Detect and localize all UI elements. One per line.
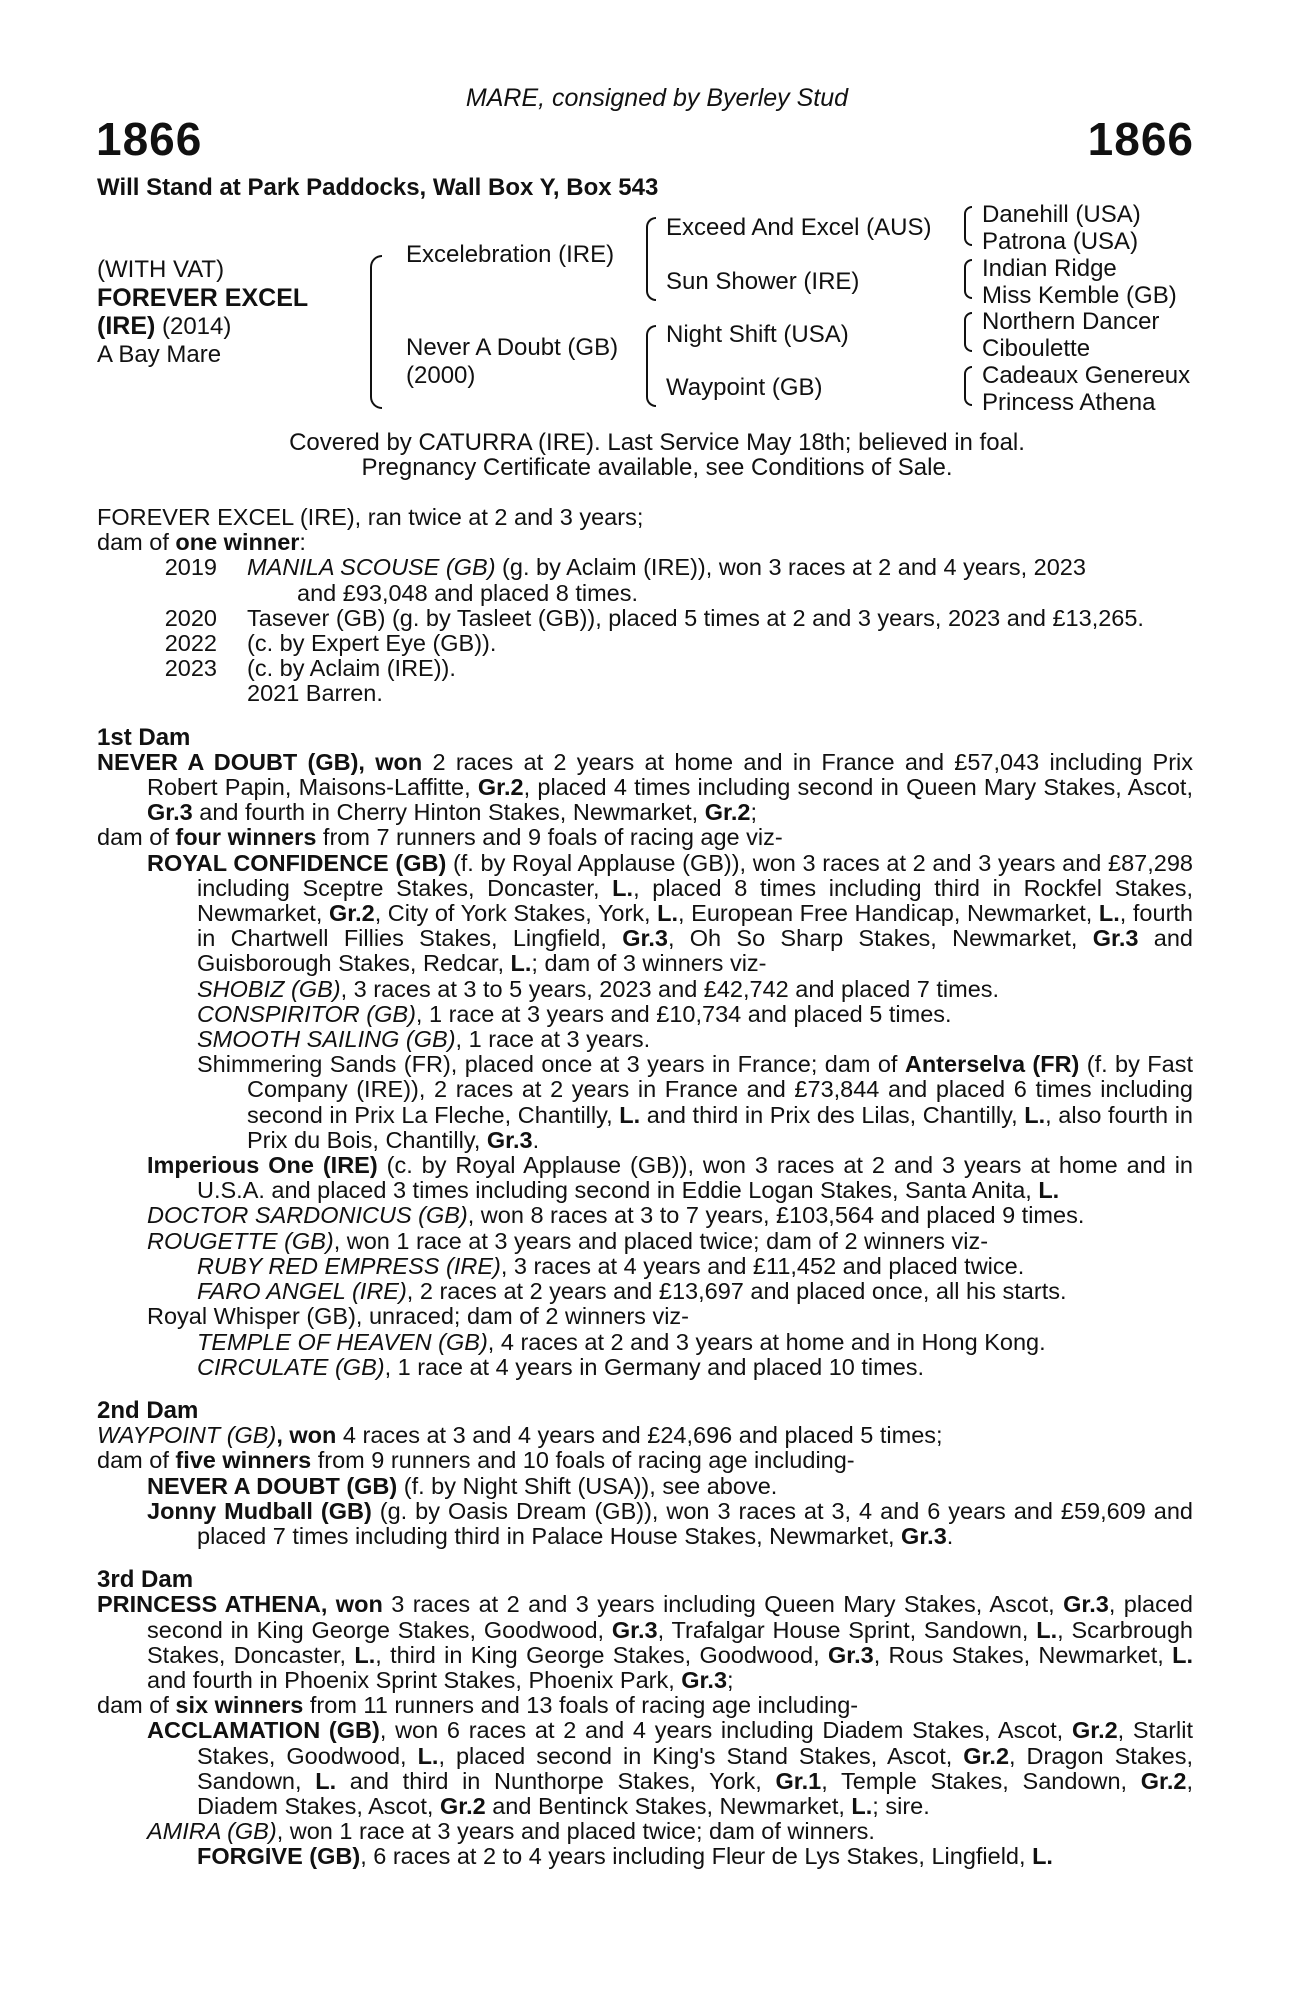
text: , placed second in King George Stakes, Goodwood, <box>147 1591 1194 1643</box>
first-dam-dam-of <box>97 825 1193 850</box>
text: , 1 race at 4 years in Germany and placed 10 times. <box>384 1353 925 1380</box>
third-dam-dam-of <box>97 1693 1193 1718</box>
listed: L. <box>1032 1843 1053 1870</box>
pedigree-brace-3d <box>964 366 972 406</box>
gg-5: Northern Dancer <box>982 308 1160 335</box>
text: and Guisborough Stakes, Redcar, <box>197 925 1193 977</box>
gg-7: Cadeaux Genereux <box>982 362 1191 389</box>
dam-name: PRINCESS ATHENA <box>97 1591 321 1618</box>
offspring-name: ACCLAMATION (GB) <box>147 1717 380 1744</box>
text: and fourth in Phoenix Sprint Stakes, Phoenix Park, <box>147 1666 682 1693</box>
offspring-name: FORGIVE (GB) <box>197 1843 361 1870</box>
offspring-name: SHOBIZ (GB) <box>197 975 341 1002</box>
produce-row <box>147 681 1193 706</box>
covered-line-2: Pregnancy Certificate available, see Conditions of Sale. <box>361 454 953 481</box>
offspring-name: DOCTOR SARDONICUS (GB) <box>147 1202 468 1229</box>
produce-text: 2021 Barren. <box>247 680 383 707</box>
text: , 3 races at 3 to 5 years, 2023 and £42,742 and placed 7 times. <box>340 975 1000 1002</box>
pedigree-brace-1 <box>370 255 382 409</box>
listed: L. <box>417 1742 439 1769</box>
dam-dam: Waypoint (GB) <box>666 374 823 401</box>
text: from 11 runners and 13 foals of racing age including- <box>303 1692 859 1719</box>
third-dam-heading: 3rd Dam <box>97 1566 194 1594</box>
text: from 7 runners and 9 foals of racing age viz- <box>316 824 783 851</box>
offspring-name: AMIRA (GB) <box>147 1818 277 1845</box>
produce-year: 2019 <box>164 554 217 581</box>
text: , City of York Stakes, York, <box>374 900 658 927</box>
produce-list <box>147 555 1193 706</box>
royal-confidence-entry <box>97 851 1193 977</box>
produce-row <box>147 656 1193 681</box>
offspring-name: Anterselva (FR) <box>904 1051 1080 1078</box>
listed: L. <box>354 1641 376 1668</box>
grade: Gr.3 <box>681 1666 728 1693</box>
offspring-name: CONSPIRITOR (GB) <box>197 1000 416 1027</box>
produce-row <box>147 631 1193 656</box>
produce-text: Tasever (GB) (g. by Tasleet (GB)), placed 5 times at 2 and 3 years, 2023 and £13,265. <box>247 604 1144 631</box>
pedigree-brace-3b <box>964 259 972 299</box>
text: , placed 8 times including third in Rockfel Stakes, Newmarket, <box>197 874 1193 927</box>
circulate-entry <box>97 1355 1193 1380</box>
consignor-line: MARE, consigned by Byerley Stud <box>465 84 849 112</box>
gg-2: Patrona (USA) <box>982 228 1139 255</box>
text: dam of <box>97 1692 176 1719</box>
offspring-name: FARO ANGEL (IRE) <box>197 1278 407 1305</box>
grade: Gr.3 <box>827 1641 874 1668</box>
text: , 4 races at 2 and 3 years at home and in Hong Kong. <box>487 1328 1046 1355</box>
grade: Gr.3 <box>1063 1591 1109 1618</box>
produce-text: (c. by Aclaim (IRE)). <box>247 655 456 682</box>
text: , third in King George Stakes, Goodwood, <box>375 1641 828 1668</box>
horse-identity <box>97 256 308 369</box>
sire-sire: Exceed And Excel (AUS) <box>666 214 932 241</box>
forgive-entry <box>97 1844 1193 1869</box>
text: ; dam of 3 winners viz- <box>531 950 767 977</box>
grade: Gr.3 <box>147 799 193 826</box>
produce-continuation: and £93,048 and placed 8 times. <box>297 579 639 606</box>
lot-number-left: 1866 <box>96 113 203 165</box>
text: , Rous Stakes, Newmarket, <box>873 1641 1173 1668</box>
horse-country-year <box>97 312 308 341</box>
produce-year: 2023 <box>164 655 217 682</box>
gg-8: Princess Athena <box>982 389 1156 416</box>
text: . <box>532 1126 540 1153</box>
lot-number-right: 1866 <box>1087 113 1194 165</box>
dam-name: Never A Doubt (GB) <box>406 334 619 361</box>
text: (f. by Fast Company (IRE)), 2 races at 2 years in France and £73,844 and placed 6 times including second in Prix La Fleche, Chantilly, <box>247 1051 1193 1128</box>
gg-4: Miss Kemble (GB) <box>982 282 1177 309</box>
text: , 6 races at 2 to 4 years including Fleur de Lys Stakes, Lingfield, <box>360 1843 1033 1870</box>
grade: Gr.2 <box>1071 1717 1118 1744</box>
produce-row <box>147 606 1193 631</box>
text: , Dragon Stakes, Sandown, <box>197 1742 1193 1794</box>
grade: Gr.2 <box>704 799 751 826</box>
winners-count: six winners <box>175 1692 304 1719</box>
text: ; <box>750 799 757 826</box>
temple-of-heaven-entry <box>97 1330 1193 1355</box>
grade: Gr.2 <box>328 900 375 927</box>
offspring-name: ROUGETTE (GB) <box>147 1227 334 1254</box>
text: and third in Nunthorpe Stakes, York, <box>336 1767 776 1794</box>
grade: Gr.3 <box>901 1522 947 1549</box>
offspring-name: Jonny Mudball (GB) <box>147 1497 372 1524</box>
text: (c. by Royal Applause (GB)), won 3 races at 2 and 3 years at home and in U.S.A. and placed 3 times including second in Eddie Logan Stakes, Santa Anita, <box>197 1152 1194 1204</box>
text: and third in Prix des Lilas, Chantilly, <box>640 1101 1025 1128</box>
covered-line-1: Covered by CATURRA (IRE). Last Service May 18th; believed in foal. <box>289 429 1025 456</box>
text: , Oh So Sharp Stakes, Newmarket, <box>667 925 1093 952</box>
listed: L. <box>1024 1101 1046 1128</box>
grade: Gr.3 <box>622 925 668 952</box>
text: ; <box>727 1666 734 1693</box>
listed: L. <box>1038 1177 1060 1204</box>
smooth-sailing-entry <box>97 1027 1193 1052</box>
text: , won 1 race at 3 years and placed twice; dam of 2 winners viz- <box>333 1227 989 1254</box>
text: , placed 4 times including second in Queen Mary Stakes, Ascot, <box>523 774 1193 801</box>
dam-year: (2000) <box>406 362 476 389</box>
gg-1: Danehill (USA) <box>982 201 1141 228</box>
acclamation-entry <box>97 1718 1193 1819</box>
sire-name: Excelebration (IRE) <box>406 241 615 268</box>
amira-entry <box>97 1819 1193 1844</box>
produce-year: 2022 <box>164 630 217 657</box>
second-dam-dam-of <box>97 1448 1193 1473</box>
second-dam-record <box>97 1423 1193 1448</box>
shimmering-sands-entry <box>97 1052 1193 1153</box>
pedigree-brace-3c <box>964 312 972 352</box>
listed: L. <box>1172 1641 1193 1668</box>
grade: Gr.2 <box>439 1792 486 1819</box>
grade: Gr.3 <box>1092 925 1139 952</box>
text: from 9 runners and 10 foals of racing age including- <box>311 1447 855 1474</box>
text: , Scarbrough Stakes, Doncaster, <box>147 1616 1193 1668</box>
text: 4 races at 3 and 4 years and £24,696 and placed 5 times; <box>336 1422 943 1449</box>
first-dam-record <box>97 750 1193 826</box>
produce-text: (c. by Expert Eye (GB)). <box>247 630 497 657</box>
record-intro: FOREVER EXCEL (IRE), ran twice at 2 and 3 years; <box>97 504 644 530</box>
grade: Gr.2 <box>963 1742 1010 1769</box>
text: dam of <box>97 824 176 851</box>
record-dam-of <box>97 530 1193 555</box>
horse-description: A Bay Mare <box>97 341 222 368</box>
text: , placed second in King's Stand Stakes, Ascot, <box>438 1742 964 1769</box>
dam-of-text: dam of <box>97 529 176 556</box>
dam-name-won: NEVER A DOUBT (GB), won <box>97 748 423 775</box>
produce-text: (g. by Aclaim (IRE)), won 3 races at 2 and 4 years, 2023 <box>495 554 1086 581</box>
rougette-entry <box>97 1229 1193 1254</box>
listed: L. <box>612 874 634 901</box>
text: . <box>946 1522 954 1549</box>
pedigree-brace-3a <box>964 206 972 246</box>
grade: Gr.2 <box>477 774 524 801</box>
listed: L. <box>510 950 532 977</box>
faro-angel-entry <box>97 1279 1193 1304</box>
listed: L. <box>1036 1616 1058 1643</box>
text: (g. by Oasis Dream (GB)), won 3 races at 3, 4 and 6 years and £59,609 and placed 7 times including third in Palace House Stakes, Newmarket, <box>197 1497 1194 1549</box>
grade: Gr.1 <box>775 1767 822 1794</box>
conspiritor-entry <box>97 1002 1193 1027</box>
text: ; sire. <box>872 1792 930 1819</box>
offspring-name: SMOOTH SAILING (GB) <box>197 1026 456 1053</box>
produce-row <box>147 555 1193 580</box>
second-dam-heading: 2nd Dam <box>97 1396 199 1424</box>
gg-6: Ciboulette <box>982 335 1091 362</box>
shobiz-entry <box>97 977 1193 1002</box>
text: 2 races at 2 years at home and in France and £57,043 including Prix Robert Papin, Maisons-Laffitte, <box>147 748 1193 801</box>
produce-name: MANILA SCOUSE (GB) <box>247 554 496 581</box>
offspring-name: ROYAL CONFIDENCE (GB) <box>147 849 447 876</box>
grade: Gr.3 <box>611 1616 658 1643</box>
pedigree-brace-2b <box>646 325 656 407</box>
text: , 3 races at 4 years and £11,452 and placed twice. <box>500 1252 1025 1279</box>
text: and fourth in Cherry Hinton Stakes, Newmarket, <box>192 799 705 826</box>
listed: L. <box>619 1101 641 1128</box>
text: , Diadem Stakes, Ascot, <box>197 1767 1193 1819</box>
text: , Starlit Stakes, Goodwood, <box>197 1717 1193 1769</box>
dam-of-winners: one winner <box>175 529 300 556</box>
text: , won 1 race at 3 years and placed twice; dam of winners. <box>276 1818 875 1845</box>
listed: L. <box>851 1792 873 1819</box>
gg-3: Indian Ridge <box>982 255 1117 282</box>
pedigree-brace-2a <box>646 217 656 301</box>
text: , won 8 races at 3 to 7 years, £103,564 and placed 9 times. <box>467 1202 1085 1229</box>
won: , won <box>276 1422 337 1449</box>
text: , won 6 races at 2 and 4 years including Diadem Stakes, Ascot, <box>379 1717 1072 1744</box>
produce-year: 2020 <box>164 604 217 631</box>
text: , fourth in Chartwell Fillies Stakes, Lingfield, <box>197 900 1194 952</box>
offspring-name: RUBY RED EMPRESS (IRE) <box>197 1252 501 1279</box>
grade: Gr.3 <box>486 1126 533 1153</box>
sire-dam: Sun Shower (IRE) <box>666 268 860 295</box>
text: , European Free Handicap, Newmarket, <box>678 900 1099 927</box>
text: , 1 race at 3 years. <box>455 1026 651 1053</box>
grade: Gr.2 <box>1140 1767 1187 1794</box>
text: Shimmering Sands (FR), placed once at 3 years in France; dam of <box>197 1051 905 1078</box>
text: (f. by Night Shift (USA)), see above. <box>397 1472 778 1499</box>
text: and Bentinck Stakes, Newmarket, <box>485 1792 852 1819</box>
text: , Temple Stakes, Sandown, <box>821 1767 1141 1794</box>
listed: L. <box>657 900 679 927</box>
text: dam of <box>97 1447 176 1474</box>
text: , 2 races at 2 years and £13,697 and placed once, all his starts. <box>406 1278 1067 1305</box>
text: , also fourth in Prix du Bois, Chantilly, <box>247 1101 1193 1153</box>
winners-count: five winners <box>175 1447 312 1474</box>
race-record <box>97 505 1193 1870</box>
text: , Trafalgar House Sprint, Sandown, <box>657 1616 1037 1643</box>
imperious-one-entry <box>97 1153 1193 1203</box>
text: , won <box>320 1591 383 1618</box>
first-dam-heading: 1st Dam <box>97 723 191 751</box>
royal-whisper-entry: Royal Whisper (GB), unraced; dam of 2 winners viz- <box>147 1303 689 1330</box>
ruby-red-empress-entry <box>97 1254 1193 1279</box>
listed: L. <box>315 1767 337 1794</box>
horse-year: (2014) <box>155 313 232 340</box>
jonny-mudball-entry <box>97 1499 1193 1549</box>
vat-note: (WITH VAT) <box>97 256 225 283</box>
doctor-sardonicus-entry <box>97 1203 1193 1228</box>
winners-count: four winners <box>175 824 317 851</box>
stand-location: Will Stand at Park Paddocks, Wall Box Y, Box 543 <box>97 174 659 201</box>
text: 3 races at 2 and 3 years including Queen Mary Stakes, Ascot, <box>382 1591 1064 1618</box>
offspring-name: TEMPLE OF HEAVEN (GB) <box>197 1328 488 1355</box>
dam-of-suffix: : <box>299 529 306 556</box>
horse-name: FOREVER EXCEL <box>97 284 309 312</box>
offspring-name: Imperious One (IRE) <box>147 1152 378 1179</box>
text: (f. by Royal Applause (GB)), won 3 races at 2 and 3 years and £87,298 including Sceptre Stakes, Doncaster, <box>197 849 1193 901</box>
text: , 1 race at 3 years and £10,734 and placed 5 times. <box>415 1000 952 1027</box>
offspring-name: CIRCULATE (GB) <box>197 1353 385 1380</box>
horse-country: (IRE) <box>97 312 156 340</box>
offspring-name: NEVER A DOUBT (GB) <box>147 1472 398 1499</box>
listed: L. <box>1098 900 1120 927</box>
dam-name: WAYPOINT (GB) <box>97 1422 277 1449</box>
never-a-doubt-entry <box>97 1474 1193 1499</box>
dam-sire: Night Shift (USA) <box>666 321 849 348</box>
third-dam-record <box>97 1592 1193 1693</box>
